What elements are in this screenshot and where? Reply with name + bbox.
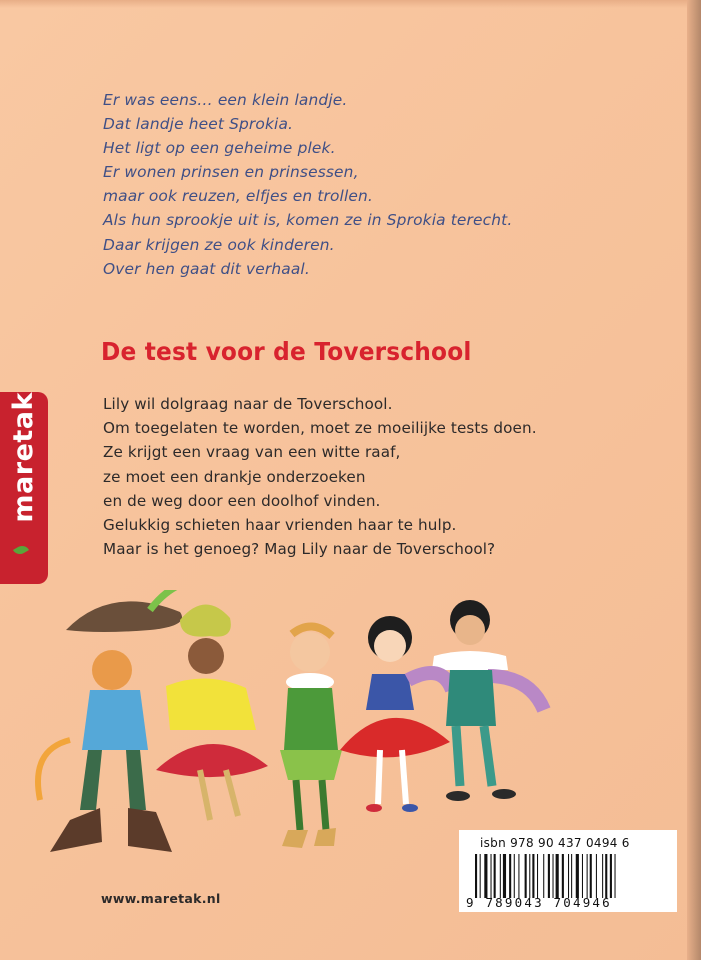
blurb-line: Gelukkig schieten haar vrienden haar te hulp. xyxy=(103,516,457,535)
intro-line: Daar krijgen ze ook kinderen. xyxy=(103,235,335,254)
lily-girl-illustration xyxy=(340,616,450,812)
intro-line: maar ook reuzen, elfjes en trollen. xyxy=(103,187,373,206)
intro-line: Over hen gaat dit verhaal. xyxy=(103,259,310,278)
intro-line: Dat landje heet Sprokia. xyxy=(103,115,294,134)
intro-line: Er wonen prinsen en prinsessen, xyxy=(103,163,359,182)
blurb-line: Ze krijgt een vraag van een witte raaf, xyxy=(103,443,401,462)
characters-illustration xyxy=(30,590,570,870)
intro-line: Als hun sprookje uit is, komen ze in Sprokia terecht. xyxy=(103,211,513,230)
barcode-label xyxy=(459,830,677,912)
barcode-bars xyxy=(475,854,665,898)
publisher-logo-text: maretak xyxy=(8,392,39,523)
blurb-text xyxy=(103,392,603,561)
yellow-cape-girl-illustration xyxy=(156,604,268,820)
blurb-line: Om toegelaten te worden, moet ze moeilijke tests doen. xyxy=(103,419,537,438)
prince-illustration xyxy=(408,600,544,801)
barcode-digits: 9 789043 704946 xyxy=(466,895,612,910)
blurb-line: en de weg door een doolhof vinden. xyxy=(103,491,381,510)
green-boy-illustration xyxy=(280,626,342,848)
isbn-label: isbn 978 90 437 0494 6 xyxy=(480,836,630,850)
book-title: De test voor de Toverschool xyxy=(101,337,472,366)
blurb-line: Lily wil dolgraag naar de Toverschool. xyxy=(103,395,393,413)
book-spine-edge xyxy=(687,0,701,960)
blurb-line: Maar is het genoeg? Mag Lily naar de Toverschool? xyxy=(103,540,496,559)
intro-line: Het ligt op een geheime plek. xyxy=(103,139,336,158)
blurb-line: ze moet een drankje onderzoeken xyxy=(103,467,366,486)
intro-text xyxy=(103,88,623,281)
intro-line: Er was eens… een klein landje. xyxy=(103,91,348,109)
cover-top-shadow xyxy=(0,0,701,8)
publisher-website: www.maretak.nl xyxy=(101,891,221,906)
